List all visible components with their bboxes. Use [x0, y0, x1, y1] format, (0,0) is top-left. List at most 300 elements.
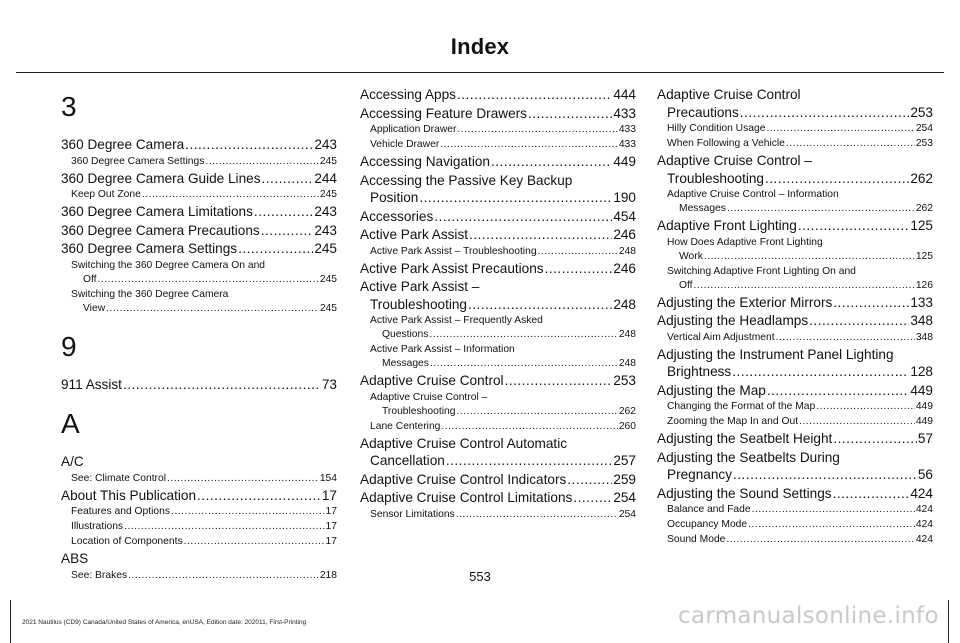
page-ref: 17 [321, 487, 337, 503]
page-ref: 190 [613, 190, 636, 205]
index-entry-line [61, 487, 337, 505]
page-ref: 259 [613, 471, 636, 487]
index-subentry-line [61, 472, 337, 486]
index-subentry-label-start: Active Park Assist – Information [370, 344, 515, 355]
index-entry [61, 155, 337, 169]
page-ref: 254 [618, 508, 636, 520]
index-subentry-line [61, 535, 337, 549]
dot-leader [704, 250, 915, 264]
page-ref: 348 [915, 331, 933, 343]
dot-leader [776, 331, 915, 345]
index-entry-first-line [657, 346, 933, 364]
index-entry [657, 533, 933, 547]
index-entry-line [61, 170, 337, 188]
index-subentry-label: Application Drawer [370, 124, 457, 135]
index-subentry-label: See: Brakes [71, 569, 128, 581]
index-entry [360, 391, 636, 419]
index-entry-label: Accessories [360, 208, 434, 224]
index-entry-label-start: Adaptive Cruise Control [657, 87, 801, 102]
index-entry-label: 360 Degree Camera Settings [61, 241, 238, 256]
section-letter: 3 [61, 91, 77, 122]
page-ref: 243 [314, 222, 337, 238]
index-entry-label: 360 Degree Camera Limitations [61, 204, 253, 219]
index-subentry-continued-line [61, 273, 337, 287]
index-entry-continued-line [657, 104, 933, 122]
index-entry [657, 415, 933, 429]
index-entry-line [360, 208, 636, 226]
index-entry [360, 153, 636, 171]
index-subentry-line [360, 138, 636, 152]
index-entry [360, 420, 636, 434]
dot-leader [197, 487, 321, 505]
dot-leader [573, 489, 612, 507]
index-entry-line [360, 86, 636, 104]
index-entry [657, 400, 933, 414]
index-subentry-line [657, 137, 933, 151]
page-number: 553 [469, 569, 491, 584]
page-ref: 133 [910, 294, 933, 310]
index-subentry-line [61, 520, 337, 534]
page-ref: 254 [613, 490, 636, 505]
index-entry-line [360, 105, 636, 123]
index-entry-line [657, 430, 933, 448]
page-ref: 424 [915, 519, 933, 530]
index-subentry-first-line [360, 391, 636, 405]
page-ref: 262 [618, 405, 636, 417]
index-subentry-continued-label: Messages [679, 203, 726, 214]
dot-leader [528, 105, 612, 123]
index-entry [657, 217, 933, 235]
index-entry-continued-label: Position [370, 190, 419, 205]
index-entry-continued-label: Precautions [667, 104, 739, 120]
page-ref: 449 [910, 382, 933, 398]
index-entry [657, 503, 933, 517]
index-entry [360, 471, 636, 489]
index-entry-line [61, 550, 337, 568]
index-entry-line [360, 489, 636, 507]
index-subentry-label: Lane Centering [370, 420, 441, 432]
dot-leader [457, 86, 612, 104]
index-entry-label: ABS [61, 551, 89, 566]
page-ref: 248 [618, 245, 636, 257]
index-entry-continued-label: Troubleshooting [370, 296, 467, 312]
index-entry-line [61, 203, 337, 221]
index-subentry-line [657, 331, 933, 345]
index-entry-first-line [360, 278, 636, 296]
index-subentry-label: Illustrations [71, 521, 124, 532]
index-subentry-continued-label: Off [679, 279, 693, 291]
index-entry [657, 236, 933, 264]
index-entry-continued-label: Troubleshooting [667, 170, 764, 186]
index-subentry-continued-line [360, 405, 636, 419]
page-ref: 348 [910, 313, 933, 328]
index-subentry-label: Zooming the Map In and Out [667, 416, 799, 427]
index-entry-line [657, 485, 933, 503]
dot-leader [430, 357, 618, 371]
page-ref: 245 [319, 273, 337, 285]
index-entry-label: A/C [61, 454, 84, 469]
page-ref: 248 [613, 296, 636, 312]
index-entry-label: Accessing Feature Drawers [360, 105, 527, 121]
index-entry [360, 260, 636, 278]
index-subentry-continued-label: Questions [382, 329, 429, 340]
index-entry [61, 259, 337, 287]
dot-leader [468, 296, 612, 314]
section-letter: 9 [61, 330, 77, 362]
index-entry-label: Adjusting the Exterior Mirrors [657, 294, 833, 310]
index-entry-line [61, 136, 337, 154]
dot-leader [545, 260, 613, 278]
index-entry-line [657, 382, 933, 400]
index-subentry-continued-label: Work [679, 250, 703, 262]
index-entry [657, 382, 933, 400]
index-subentry-label: Hilly Condition Usage [667, 123, 766, 134]
index-subentry-first-line [61, 288, 337, 302]
dot-leader [799, 415, 915, 429]
dot-leader [505, 372, 613, 390]
index-subentry-continued-line [360, 357, 636, 371]
index-subentry-continued-label: Troubleshooting [382, 405, 456, 417]
index-subentry-continued-line [657, 279, 933, 293]
page-ref: 245 [314, 241, 337, 256]
page-ref: 454 [613, 208, 636, 224]
index-entry [61, 520, 337, 534]
dot-leader [205, 155, 318, 169]
page-ref: 257 [613, 453, 636, 468]
page-ref: 444 [613, 87, 636, 102]
page-ref: 424 [915, 534, 933, 545]
page-ref: 262 [915, 203, 933, 214]
page-ref: 17 [325, 506, 337, 517]
index-subentry-label-start: Switching Adaptive Front Lighting On and [667, 265, 856, 277]
index-entry [657, 449, 933, 484]
index-entry [360, 226, 636, 244]
dot-leader [184, 535, 325, 549]
page-ref: 243 [314, 137, 337, 152]
index-entry-label: Adaptive Cruise Control Limitations [360, 490, 573, 505]
index-entry [61, 288, 337, 316]
index-subentry-label-start: How Does Adaptive Front Lighting [667, 236, 823, 248]
index-entry [61, 472, 337, 486]
dot-leader [740, 104, 910, 122]
page-ref: 244 [314, 170, 337, 186]
page-ref: 126 [915, 279, 933, 291]
index-entry-line [61, 376, 337, 394]
index-entry [657, 346, 933, 381]
index-entry-label: Adjusting the Seatbelt Height [657, 431, 833, 446]
index-entry [657, 294, 933, 312]
page-ref: 433 [618, 139, 636, 150]
index-entry-label: Adjusting the Sound Settings [657, 485, 832, 501]
page-ref: 125 [910, 218, 933, 233]
index-entry [657, 312, 933, 330]
index-entry-continued-line [657, 170, 933, 188]
index-column-1 [61, 86, 337, 584]
dot-leader [434, 208, 612, 226]
index-entry-label: 360 Degree Camera Precautions [61, 222, 260, 238]
index-entry-continued-line [360, 189, 636, 207]
index-entry-label: 911 Assist [61, 376, 122, 392]
dot-leader [786, 137, 915, 151]
page-ref: 218 [319, 569, 337, 581]
dot-leader [726, 533, 914, 547]
index-subentry-label: Vehicle Drawer [370, 139, 440, 150]
dot-leader [491, 153, 612, 171]
index-entry-continued-label: Cancellation [370, 453, 445, 468]
page-ref: 253 [910, 104, 933, 120]
dot-leader [538, 245, 618, 259]
dot-leader [833, 485, 910, 503]
page-ref: 154 [319, 472, 337, 484]
page-ref: 424 [915, 504, 933, 515]
index-entry-label-start: Adjusting the Seatbelts During [657, 449, 840, 465]
index-entry-label: Adaptive Cruise Control [360, 373, 504, 388]
index-entry [657, 331, 933, 345]
index-entry [360, 138, 636, 152]
index-entry-label: Adaptive Cruise Control Indicators [360, 471, 567, 487]
index-entry-line [657, 294, 933, 312]
index-entry-label-start: Accessing the Passive Key Backup [360, 172, 573, 188]
index-entry-line [360, 372, 636, 390]
index-entry [360, 314, 636, 342]
index-entry-label: 360 Degree Camera Guide Lines [61, 170, 261, 186]
index-entry-continued-line [657, 466, 933, 484]
dot-leader [171, 505, 325, 519]
index-subentry-continued-label: Messages [382, 358, 429, 369]
dot-leader [106, 302, 319, 316]
index-subentry-line [360, 245, 636, 259]
dot-leader [732, 363, 909, 381]
index-column-2 [360, 86, 636, 523]
index-subentry-line [61, 505, 337, 519]
index-subentry-label: Sensor Limitations [370, 508, 455, 520]
index-entry-label: Active Park Assist Precautions [360, 260, 544, 276]
dot-leader [441, 420, 617, 434]
index-subentry-line [360, 420, 636, 434]
section-letter: A [61, 408, 80, 439]
dot-leader [456, 405, 617, 419]
index-entry-label: About This Publication [61, 487, 197, 503]
dot-leader [185, 136, 313, 154]
index-entry [657, 485, 933, 503]
index-entry-line [61, 453, 337, 471]
index-entry [657, 152, 933, 187]
index-entry [360, 208, 636, 226]
index-entry-label: Adjusting the Map [657, 382, 766, 398]
index-entry [61, 136, 337, 154]
page-ref: 56 [917, 467, 933, 482]
index-subentry-first-line [657, 188, 933, 202]
dot-leader [457, 123, 617, 137]
index-entry-label-start: Active Park Assist – [360, 279, 480, 294]
page-ref: 248 [618, 329, 636, 340]
index-subentry-label: Keep Out Zone [71, 189, 141, 200]
dot-leader [694, 279, 915, 293]
dot-leader [567, 471, 612, 489]
index-subentry-line [657, 400, 933, 414]
index-entry [360, 508, 636, 522]
index-entry [360, 489, 636, 507]
index-entry [61, 505, 337, 519]
crop-mark-left [10, 600, 11, 643]
index-subentry-continued-line [61, 302, 337, 316]
index-subentry-label-start: Adaptive Cruise Control – Information [667, 189, 839, 200]
dot-leader [456, 508, 618, 522]
index-entry-continued-line [360, 296, 636, 314]
index-entry [657, 188, 933, 216]
index-entry [657, 122, 933, 136]
index-subentry-first-line [360, 343, 636, 357]
dot-leader [429, 328, 617, 342]
dot-leader [727, 202, 915, 216]
index-entry [657, 430, 933, 448]
index-subentry-continued-line [657, 202, 933, 216]
index-entry [61, 535, 337, 549]
index-subentry-continued-line [360, 328, 636, 342]
index-subentry-label: When Following a Vehicle [667, 138, 785, 149]
dot-leader [142, 188, 319, 202]
index-entry-label-start: Adaptive Cruise Control Automatic [360, 435, 568, 451]
dot-leader [816, 400, 915, 414]
index-entry [360, 435, 636, 470]
index-entry-label: Adjusting the Headlamps [657, 313, 809, 328]
index-subentry-label: Occupancy Mode [667, 519, 748, 530]
page-ref: 128 [910, 364, 933, 379]
index-subentry-line [61, 188, 337, 202]
index-entry [360, 172, 636, 207]
index-subentry-continued-label: Off [83, 273, 97, 285]
dot-leader [261, 222, 314, 240]
page-ref: 245 [319, 155, 337, 167]
dot-leader [254, 203, 313, 221]
watermark-logo: carmanualsonline.info [678, 603, 939, 629]
dot-leader [765, 170, 909, 188]
page-ref: 253 [915, 138, 933, 149]
index-entry-label: Adaptive Front Lighting [657, 218, 797, 233]
index-entry-first-line [360, 172, 636, 190]
dot-leader [238, 240, 313, 258]
index-subentry-label: 360 Degree Camera Settings [71, 155, 205, 167]
index-entry [61, 487, 337, 505]
index-subentry-line [657, 518, 933, 532]
dot-leader [262, 170, 314, 188]
index-entry [657, 137, 933, 151]
index-entry [61, 222, 337, 240]
page-ref: 17 [325, 536, 337, 547]
dot-leader [798, 217, 910, 235]
dot-leader [440, 138, 618, 152]
page-ref: 17 [325, 521, 337, 532]
index-entry-label: Accessing Apps [360, 87, 456, 102]
page-ref: 245 [319, 189, 337, 200]
dot-leader [767, 382, 909, 400]
dot-leader [809, 312, 909, 330]
index-column-3 [657, 86, 933, 548]
dot-leader [446, 452, 613, 470]
page-ref: 449 [915, 401, 933, 412]
dot-leader [833, 430, 917, 448]
page-ref: 449 [915, 416, 933, 427]
index-entry [360, 123, 636, 137]
page-ref: 254 [915, 123, 933, 134]
index-subentry-line [360, 123, 636, 137]
page-ref: 73 [321, 376, 337, 392]
index-subentry-continued-label: View [83, 302, 106, 314]
index-subentry-line [657, 533, 933, 547]
index-entry-first-line [657, 152, 933, 170]
index-subentry-continued-line [657, 250, 933, 264]
index-entry [61, 453, 337, 471]
dot-leader [124, 520, 324, 534]
index-entry [61, 188, 337, 202]
index-entry [360, 245, 636, 259]
page-ref: 433 [613, 105, 636, 121]
index-entry [657, 265, 933, 293]
index-entry-label-start: Adaptive Cruise Control – [657, 153, 812, 168]
page-ref: 57 [917, 431, 933, 446]
index-subentry-label: Features and Options [71, 506, 171, 517]
page-ref: 248 [618, 358, 636, 369]
index-entry-line [61, 240, 337, 258]
index-subentry-first-line [657, 236, 933, 250]
index-entry [360, 86, 636, 104]
page-ref: 253 [613, 373, 636, 388]
index-entry [61, 203, 337, 221]
index-subentry-line [657, 415, 933, 429]
dot-leader [167, 472, 319, 486]
dot-leader [833, 294, 909, 312]
index-entry [360, 278, 636, 313]
page-ref: 245 [319, 302, 337, 314]
index-entry-continued-line [360, 452, 636, 470]
index-subentry-label: Sound Mode [667, 534, 726, 545]
index-entry-line [360, 471, 636, 489]
crop-mark-right [948, 600, 949, 643]
index-subentry-label: Balance and Fade [667, 504, 751, 515]
index-entry-continued-line [657, 363, 933, 381]
index-entry [360, 372, 636, 390]
index-entry-label: Active Park Assist [360, 227, 469, 242]
index-subentry-line [657, 122, 933, 136]
index-subentry-first-line [61, 259, 337, 273]
page-ref: 125 [915, 250, 933, 262]
index-entry-label: 360 Degree Camera [61, 137, 185, 152]
index-subentry-line [61, 155, 337, 169]
index-subentry-first-line [360, 314, 636, 328]
page-ref: 246 [613, 227, 636, 242]
page-ref: 243 [314, 204, 337, 219]
index-entry [61, 170, 337, 188]
index-entry [360, 343, 636, 371]
dot-leader [123, 376, 321, 394]
dot-leader [98, 273, 319, 287]
index-subentry-label-start: Adaptive Cruise Control – [370, 391, 488, 403]
page-ref: 449 [613, 154, 636, 169]
page-ref: 433 [618, 124, 636, 135]
index-entry [360, 105, 636, 123]
index-subentry-label: Vertical Aim Adjustment [667, 331, 775, 343]
index-subentry-label: Location of Components [71, 536, 183, 547]
page-ref: 262 [910, 170, 933, 186]
index-entry [61, 550, 337, 568]
index-subentry-line [360, 508, 636, 522]
index-entry [657, 518, 933, 532]
dot-leader [752, 503, 915, 517]
index-entry-label-start: Adjusting the Instrument Panel Lighting [657, 346, 894, 362]
index-entry-line [657, 312, 933, 330]
dot-leader [748, 518, 915, 532]
page-ref: 246 [613, 260, 636, 276]
